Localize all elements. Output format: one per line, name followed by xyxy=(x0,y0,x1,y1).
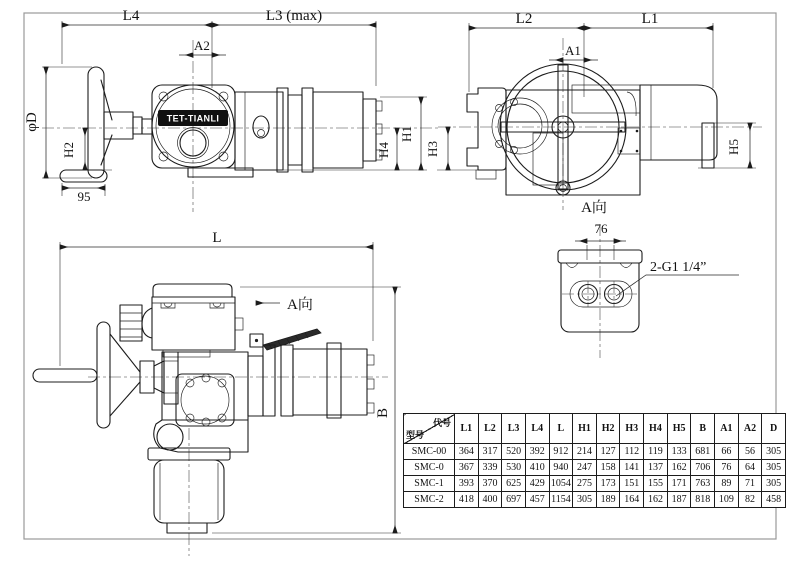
value-cell: 305 xyxy=(762,476,786,492)
value-cell: 247 xyxy=(573,460,597,476)
value-cell: 305 xyxy=(762,460,786,476)
table-row xyxy=(404,444,786,460)
motor-front xyxy=(627,85,717,168)
value-cell: 119 xyxy=(644,444,668,460)
model-cell: SMC-2 xyxy=(404,492,455,508)
table-corner-cell xyxy=(404,414,455,444)
value-cell: 189 xyxy=(596,492,620,508)
dim-label-l: L xyxy=(212,230,222,246)
brand-label: TET-TIANLI xyxy=(166,113,220,124)
value-cell: 339 xyxy=(478,460,502,476)
value-cell: 112 xyxy=(620,444,644,460)
column-header-h5: H5 xyxy=(667,414,691,444)
gear-housing-side xyxy=(235,92,283,170)
model-cell: SMC-0 xyxy=(404,460,455,476)
value-cell: 370 xyxy=(478,476,502,492)
value-cell: 56 xyxy=(738,444,762,460)
table-row xyxy=(404,460,786,476)
motor-side xyxy=(277,88,382,172)
column-header-l3: L3 xyxy=(502,414,526,444)
value-cell: 305 xyxy=(573,492,597,508)
value-cell: 89 xyxy=(715,476,739,492)
value-cell: 317 xyxy=(478,444,502,460)
gearbox-front xyxy=(467,85,640,195)
terminal-box xyxy=(120,284,243,357)
value-cell: 214 xyxy=(573,444,597,460)
dim-label-l1: L1 xyxy=(641,11,659,27)
value-cell: 940 xyxy=(549,460,573,476)
value-cell: 818 xyxy=(691,492,715,508)
value-cell: 109 xyxy=(715,492,739,508)
dim-label-h3: H3 xyxy=(425,141,440,157)
column-header-d: D xyxy=(762,414,786,444)
column-header-b: B xyxy=(691,414,715,444)
value-cell: 393 xyxy=(455,476,479,492)
dim-label-h1: H1 xyxy=(399,126,414,142)
model-cell: SMC-00 xyxy=(404,444,455,460)
thread-callout-label: 2-G1 1/4” xyxy=(650,260,707,275)
model-cell: SMC-1 xyxy=(404,476,455,492)
dim-label-l2: L2 xyxy=(515,11,533,27)
handwheel-side xyxy=(60,67,152,182)
value-cell: 137 xyxy=(644,460,668,476)
value-cell: 64 xyxy=(738,460,762,476)
front-view xyxy=(425,11,762,210)
value-cell: 530 xyxy=(502,460,526,476)
value-cell: 71 xyxy=(738,476,762,492)
value-cell: 171 xyxy=(667,476,691,492)
value-cell: 706 xyxy=(691,460,715,476)
corner-label-bottom: 型号 xyxy=(406,430,425,440)
dim-label-b: B xyxy=(375,407,391,419)
dim-label-95: 95 xyxy=(77,189,91,204)
dim-label-a1: A1 xyxy=(565,43,581,58)
declutch-lever xyxy=(250,329,321,350)
dimension-table xyxy=(403,413,786,508)
value-cell: 76 xyxy=(715,460,739,476)
dim-label-l4: L4 xyxy=(122,8,140,24)
value-cell: 410 xyxy=(525,460,549,476)
dim-label-h5: H5 xyxy=(726,139,741,155)
value-cell: 305 xyxy=(762,444,786,460)
value-cell: 155 xyxy=(644,476,668,492)
motor-top xyxy=(263,343,374,418)
dim-label-76: 76 xyxy=(594,221,608,236)
value-cell: 127 xyxy=(596,444,620,460)
value-cell: 173 xyxy=(596,476,620,492)
dim-label-a2: A2 xyxy=(194,38,210,53)
value-cell: 458 xyxy=(762,492,786,508)
value-cell: 429 xyxy=(525,476,549,492)
table-row xyxy=(404,476,786,492)
value-cell: 364 xyxy=(455,444,479,460)
value-cell: 392 xyxy=(525,444,549,460)
value-cell: 400 xyxy=(478,492,502,508)
value-cell: 1054 xyxy=(549,476,573,492)
top-view xyxy=(33,230,401,556)
value-cell: 162 xyxy=(667,460,691,476)
value-cell: 158 xyxy=(596,460,620,476)
value-cell: 697 xyxy=(502,492,526,508)
view-direction-label: A向 xyxy=(287,297,313,313)
handwheel-top xyxy=(33,322,178,428)
value-cell: 133 xyxy=(667,444,691,460)
column-header-l1: L1 xyxy=(455,414,479,444)
column-header-l4: L4 xyxy=(525,414,549,444)
value-cell: 66 xyxy=(715,444,739,460)
value-cell: 625 xyxy=(502,476,526,492)
value-cell: 82 xyxy=(738,492,762,508)
value-cell: 162 xyxy=(644,492,668,508)
detail-view-title: A向 xyxy=(581,200,607,216)
dim-label-h4: H4 xyxy=(376,142,391,158)
value-cell: 275 xyxy=(573,476,597,492)
table-header-row xyxy=(404,414,786,444)
value-cell: 912 xyxy=(549,444,573,460)
column-header-a2: A2 xyxy=(738,414,762,444)
value-cell: 681 xyxy=(691,444,715,460)
dim-label-h2: H2 xyxy=(61,142,76,158)
value-cell: 151 xyxy=(620,476,644,492)
value-cell: 457 xyxy=(525,492,549,508)
value-cell: 418 xyxy=(455,492,479,508)
column-header-a1: A1 xyxy=(715,414,739,444)
table-row xyxy=(404,492,786,508)
value-cell: 164 xyxy=(620,492,644,508)
column-header-l2: L2 xyxy=(478,414,502,444)
value-cell: 187 xyxy=(667,492,691,508)
corner-label-top: 代号 xyxy=(432,418,451,428)
gear-housing-top xyxy=(154,352,263,452)
value-cell: 1154 xyxy=(549,492,573,508)
value-cell: 763 xyxy=(691,476,715,492)
column-header-h2: H2 xyxy=(596,414,620,444)
column-header-h1: H1 xyxy=(573,414,597,444)
dim-label-phi-d: φD xyxy=(24,112,40,132)
side-view xyxy=(24,8,438,212)
column-header-l: L xyxy=(549,414,573,444)
value-cell: 367 xyxy=(455,460,479,476)
value-cell: 520 xyxy=(502,444,526,460)
dim-label-l3-max: L3 (max) xyxy=(265,8,323,24)
value-cell: 141 xyxy=(620,460,644,476)
gearbox-cover xyxy=(152,85,253,177)
column-header-h3: H3 xyxy=(620,414,644,444)
column-header-h4: H4 xyxy=(644,414,668,444)
detail-view-a xyxy=(558,199,739,358)
